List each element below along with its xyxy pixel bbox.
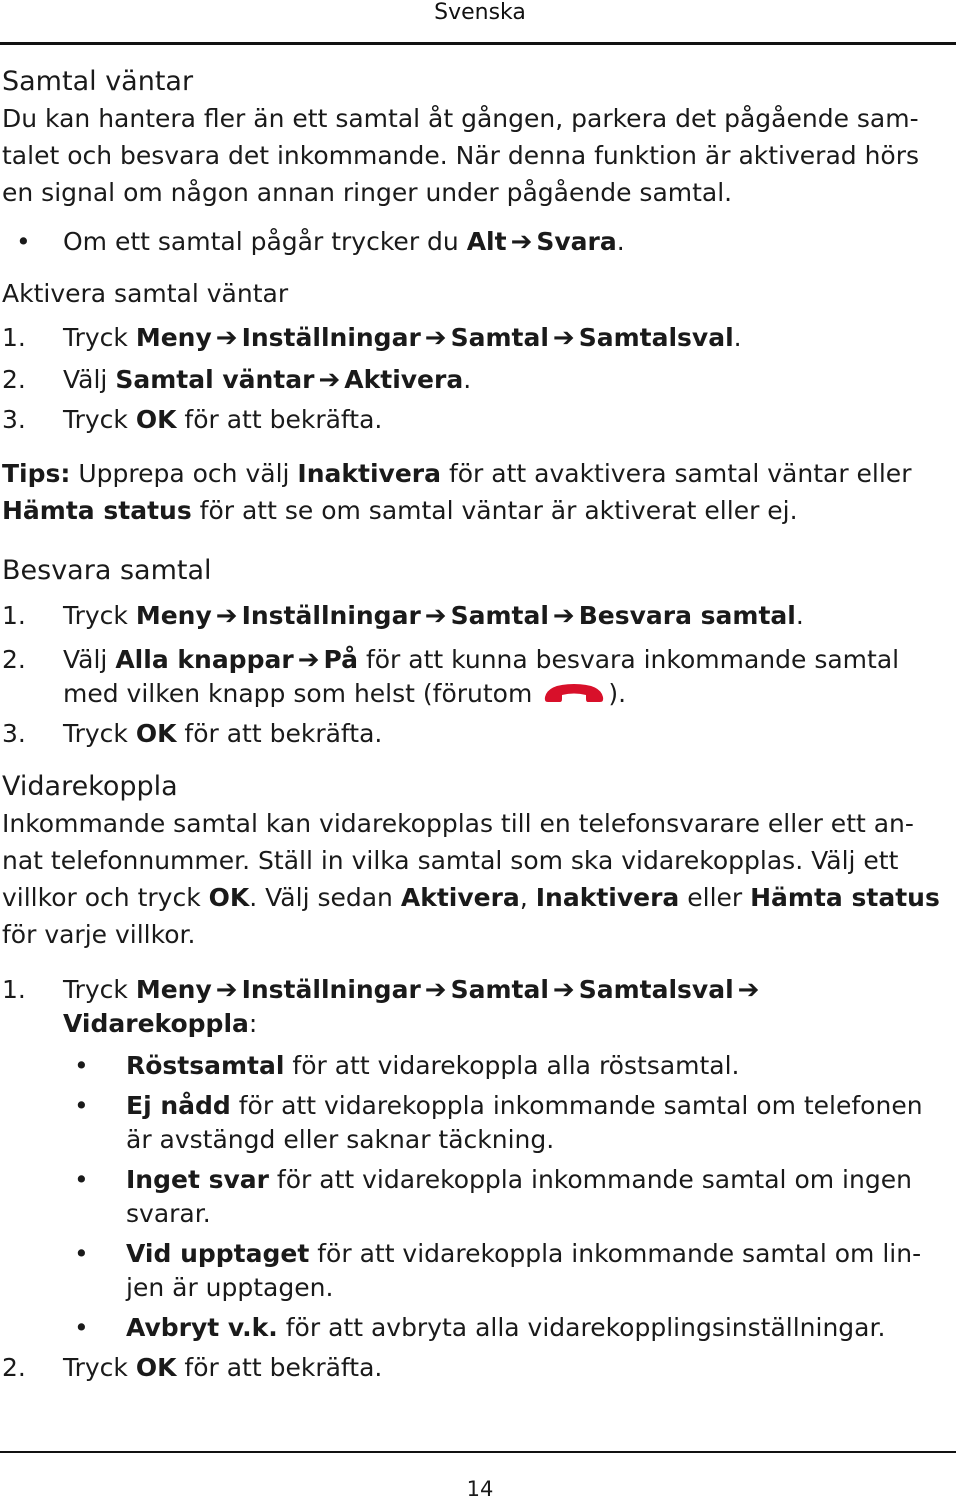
- section3-para-line: villkor och tryck OK. Välj sedan Aktivera, Inaktivera eller Hämta status: [2, 883, 940, 912]
- list-item: 2. Välj Samtal väntar ➔ Aktivera.: [2, 365, 472, 395]
- list-item: • Röstsamtal för att vidarekoppla alla röstsamtal.: [2, 1049, 957, 1083]
- bullet-icon: •: [16, 227, 31, 256]
- footer-rule: [0, 1451, 956, 1453]
- page-header-language: Svenska: [434, 0, 526, 25]
- section1-para-line: Du kan hantera fler än ett samtal åt gången, parkera det pågående sam-: [2, 104, 919, 133]
- list-item: 3. Tryck OK för att bekräfta.: [2, 719, 383, 748]
- section3-para-line: för varje villkor.: [2, 920, 196, 949]
- section1-para-line: talet och besvara det inkommande. När denna funktion är aktiverad hörs: [2, 141, 920, 170]
- arrow-right-icon: ➔: [215, 323, 238, 353]
- list-item: 3. Tryck OK för att bekräfta.: [2, 405, 383, 434]
- forwarding-options-list: [2, 1049, 957, 1345]
- section-title-besvara-samtal: Besvara samtal: [2, 555, 212, 586]
- arrow-right-icon: ➔: [552, 601, 575, 631]
- bullet-icon: •: [74, 1165, 89, 1194]
- arrow-right-icon: ➔: [424, 975, 447, 1005]
- list-item: • Avbryt v.k. för att avbryta alla vidarekopplingsinställningar.: [2, 1311, 957, 1345]
- arrow-right-icon: ➔: [737, 975, 760, 1005]
- section1-steps: [2, 321, 957, 437]
- section3-para-line: nat telefonnummer. Ställ in vilka samtal som ska vidarekopplas. Välj ett: [2, 846, 899, 875]
- arrow-right-icon: ➔: [215, 601, 238, 631]
- list-item: 1. Tryck Meny ➔ Inställningar ➔ Samtal ➔ Samtalsval ➔ Vidarekoppla:: [2, 973, 957, 1041]
- tips-line: Tips: Upprepa och välj Inaktivera för att avaktivera samtal väntar eller: [2, 459, 912, 488]
- tips-line: Hämta status för att se om samtal väntar är aktiverat eller ej.: [2, 496, 798, 525]
- bullet-icon: •: [74, 1239, 89, 1268]
- page-body: [2, 64, 957, 1385]
- section1-bullet-list: [2, 225, 957, 259]
- header-rule: [0, 42, 956, 45]
- section-title-vidarekoppla: Vidarekoppla: [2, 771, 178, 802]
- bullet-icon: •: [74, 1051, 89, 1080]
- list-item: 2. Välj Alla knappar ➔ På för att kunna besvara inkommande samtal med vilken knapp som helst (förutom ).: [2, 645, 900, 708]
- list-item: • Om ett samtal pågår trycker du Alt ➔ Svara.: [2, 225, 957, 259]
- arrow-right-icon: ➔: [215, 975, 238, 1005]
- list-item: • Inget svar för att vidarekoppla inkommande samtal om ingen svarar.: [2, 1163, 957, 1231]
- arrow-right-icon: ➔: [552, 323, 575, 353]
- list-item: • Vid upptaget för att vidarekoppla inkommande samtal om lin- jen är upptagen.: [2, 1237, 957, 1305]
- section1-para-line: en signal om någon annan ringer under pågående samtal.: [2, 178, 733, 207]
- section2-steps: [2, 599, 957, 751]
- end-call-key-icon: [542, 680, 606, 706]
- arrow-right-icon: ➔: [552, 975, 575, 1005]
- arrow-right-icon: ➔: [318, 365, 341, 395]
- section-title-samtal-vantar: Samtal väntar: [2, 66, 194, 97]
- list-item: • Ej nådd för att vidarekoppla inkommande samtal om telefonen är avstängd eller saknar täckning.: [2, 1089, 957, 1157]
- bullet-icon: •: [74, 1313, 89, 1342]
- arrow-right-icon: ➔: [510, 227, 533, 257]
- bullet-icon: •: [74, 1091, 89, 1120]
- page-number: 14: [466, 1477, 494, 1501]
- section3-steps: [2, 973, 957, 1041]
- list-item: 2. Tryck OK för att bekräfta.: [2, 1353, 383, 1382]
- arrow-right-icon: ➔: [424, 601, 447, 631]
- arrow-right-icon: ➔: [424, 323, 447, 353]
- section3-steps-2: [2, 1351, 957, 1385]
- arrow-right-icon: ➔: [297, 645, 320, 675]
- list-item: 1. Tryck Meny ➔ Inställningar ➔ Samtal ➔ Samtalsval.: [2, 323, 742, 353]
- subtitle-aktivera-samtal-vantar: Aktivera samtal väntar: [2, 279, 289, 308]
- list-item: 1. Tryck Meny ➔ Inställningar ➔ Samtal ➔ Besvara samtal.: [2, 601, 804, 631]
- section3-para-line: Inkommande samtal kan vidarekopplas till en telefonsvarare eller ett an-: [2, 809, 914, 838]
